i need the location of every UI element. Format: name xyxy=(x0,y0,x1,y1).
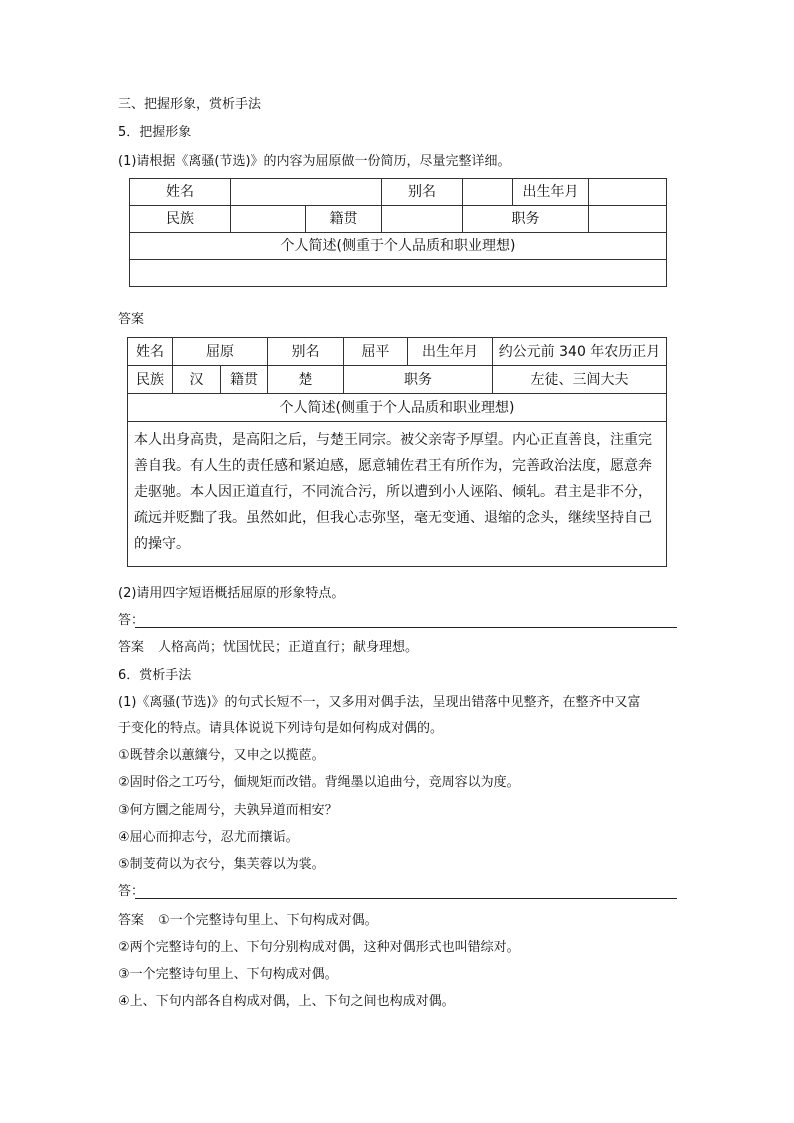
ethnicity-label-cell: 民族 xyxy=(128,366,173,394)
poem-line-item: ④屈心而抑志兮，忍尤而攘诟。 xyxy=(118,830,299,845)
question-5-1-prompt: (1)请根据《离骚(节选)》的内容为屈原做一份简历，尽量完整详细。 xyxy=(118,154,511,169)
poem-line-item: ①既替余以蕙纕兮，又申之以揽茝。 xyxy=(118,748,325,763)
origin-label-cell: 籍贯 xyxy=(221,366,268,394)
bio-text-cell: 本人出身高贵，是高阳之后，与楚王同宗。被父亲寄予厚望。内心正直善良，注重完善自我。有人生的责任感和紧迫感，愿意辅佐君王有所作为，完善政治法度，愿意奔走驱驰。本人因正道直行，不同流合污，所以遭到小人诬陷、倾轧。君主是非不分，疏远并贬黜了我。虽然如此，但我心志弥坚，毫无变通、退缩的念头，继续坚持自己的操守。 xyxy=(128,422,667,567)
poem-line-item: ②固时俗之工巧兮，偭规矩而改错。背绳墨以追曲兮，竞周容以为度。 xyxy=(118,775,520,790)
name-label-cell: 姓名 xyxy=(130,179,231,206)
birth-value-cell: 约公元前 340 年农历正月 xyxy=(493,338,667,366)
name-value-cell: 屈原 xyxy=(173,338,268,366)
bio-header-cell: 个人简述(侧重于个人品质和职业理想) xyxy=(128,394,667,422)
name-label-cell: 姓名 xyxy=(128,338,173,366)
answer-label: 答案 xyxy=(118,913,145,928)
position-input-cell[interactable] xyxy=(589,206,667,233)
alias-value-cell: 屈平 xyxy=(344,338,408,366)
ethnicity-input-cell[interactable] xyxy=(231,206,306,233)
question-6-answer-4: ④上、下句内部各自构成对偶，上、下句之间也构成对偶。 xyxy=(118,994,455,1009)
answer-label: 答案 xyxy=(118,312,145,327)
reply-prefix: 答： xyxy=(118,884,145,899)
position-value-cell: 左徒、三闾大夫 xyxy=(493,366,667,394)
bio-input-cell[interactable] xyxy=(130,260,667,287)
question-6-answer-3: ③一个完整诗句里上、下句构成对偶。 xyxy=(118,967,338,982)
question-6-answer-1 xyxy=(118,912,378,930)
question-6-1-prompt-line2: 于变化的特点。请具体说说下列诗句是如何构成对偶的。 xyxy=(118,721,444,736)
origin-value-cell: 楚 xyxy=(268,366,344,394)
position-label-cell: 职务 xyxy=(344,366,493,394)
answer-text: ①一个完整诗句里上、下句构成对偶。 xyxy=(158,913,378,928)
answer-text: 人格高尚；忧国忧民；正道直行；献身理想。 xyxy=(158,640,419,655)
poem-line-item: ③何方圜之能周兮，夫孰异道而相安？ xyxy=(118,803,338,818)
question-5-2-prompt: (2)请用四字短语概括屈原的形象特点。 xyxy=(118,586,345,601)
position-label-cell: 职务 xyxy=(463,206,589,233)
answer-label: 答案 xyxy=(118,640,145,655)
alias-label-cell: 别名 xyxy=(382,179,463,206)
question-6-title: 6．赏析手法 xyxy=(118,668,192,683)
origin-input-cell[interactable] xyxy=(382,206,463,233)
question-5-title: 5．把握形象 xyxy=(118,125,192,140)
filled-resume-table xyxy=(127,337,667,567)
reply-prefix: 答： xyxy=(118,613,145,628)
alias-input-cell[interactable] xyxy=(463,179,513,206)
ethnicity-value-cell: 汉 xyxy=(173,366,221,394)
section-title: 三、把握形象，赏析手法 xyxy=(118,97,262,112)
bio-header-cell: 个人简述(侧重于个人品质和职业理想) xyxy=(130,233,667,260)
question-6-1-prompt-line1: (1)《离骚(节选)》的句式长短不一，又多用对偶手法，呈现出错落中见整齐，在整齐中又富 xyxy=(118,695,641,710)
blank-resume-table xyxy=(129,178,667,287)
origin-label-cell: 籍贯 xyxy=(306,206,382,233)
ethnicity-label-cell: 民族 xyxy=(130,206,231,233)
birth-input-cell[interactable] xyxy=(589,179,667,206)
birth-label-cell: 出生年月 xyxy=(513,179,589,206)
alias-label-cell: 别名 xyxy=(268,338,344,366)
name-input-cell[interactable] xyxy=(231,179,382,206)
question-6-answer-2: ②两个完整诗句的上、下句分别构成对偶，这种对偶形式也叫错综对。 xyxy=(118,940,520,955)
question-5-2-answer xyxy=(118,639,418,657)
poem-line-item: ⑤制芰荷以为衣兮，集芙蓉以为裳。 xyxy=(118,857,325,872)
birth-label-cell: 出生年月 xyxy=(408,338,493,366)
answer-blank-line[interactable] xyxy=(135,898,677,899)
answer-blank-line[interactable] xyxy=(135,627,677,628)
